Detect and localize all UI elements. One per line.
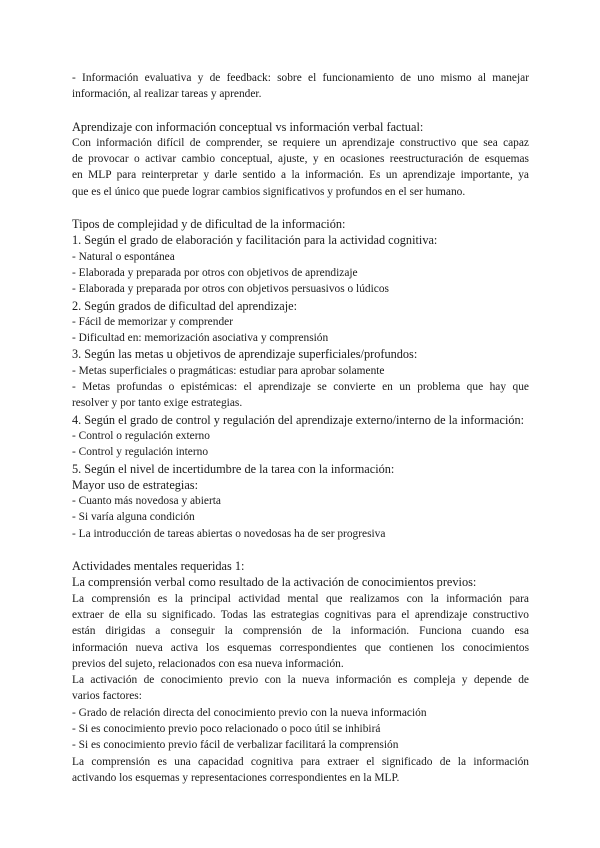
list-item: - Metas profundas o epistémicas: el aprendizaje se convierte en un problema que hay que [72, 381, 529, 394]
text-line: Con información difícil de comprender, se requiere un aprendizaje constructivo que sea capaz [72, 136, 529, 149]
block-mental-activities [72, 558, 529, 786]
list-heading: 2. Según grados de dificultad del aprendizaje: [72, 298, 298, 313]
text-line: extraer de ella su significado. Todas las estrategias cognitivas para el aprendizaje constructivo [72, 608, 529, 621]
text-line: previos del sujeto, relacionados con esa nueva información. [72, 657, 344, 670]
list-item: - Grado de relación directa del conocimiento previo con la nueva información [72, 706, 427, 719]
list-item: - Si varía alguna condición [72, 511, 195, 524]
section-heading: Tipos de complejidad y de dificultad de la información: [72, 217, 346, 232]
paragraph-gap [72, 542, 529, 558]
block-complexity-types [72, 216, 529, 542]
list-item: - Si es conocimiento previo fácil de verbalizar facilitará la comprensión [72, 739, 399, 752]
text-line: de provocar o activar cambio conceptual, ajuste, y en ocasiones reestructuración de esquemas [72, 153, 529, 166]
list-heading: 4. Según el grado de control y regulación del aprendizaje externo/interno de la información: [72, 412, 525, 427]
text-line: La comprensión es la principal actividad mental que realizamos con la información para [72, 592, 529, 605]
list-item: - Control y regulación interno [72, 446, 209, 459]
text-line: información nueva activa los esquemas correspondientes que contienen los conocimientos [72, 641, 529, 654]
list-item: - Elaborada y preparada por otros con objetivos de aprendizaje [72, 266, 358, 279]
list-heading: 3. Según las metas u objetivos de aprendizaje superficiales/profundos: [72, 347, 418, 362]
section-heading: Actividades mentales requeridas 1: [72, 559, 245, 574]
text-line: información, al realizar tareas y aprender. [72, 88, 262, 101]
document-page [72, 70, 529, 786]
list-item: - Fácil de memorizar y comprender [72, 315, 233, 328]
list-item: - La introducción de tareas abiertas o novedosas ha de ser progresiva [72, 527, 386, 540]
list-item-continuation: resolver y por tanto exige estrategias. [72, 397, 243, 410]
block-conceptual-learning [72, 119, 529, 200]
text-line: La comprensión es una capacidad cognitiva para extraer el significado de la información [72, 755, 529, 768]
text-line: activando los esquemas y representaciones correspondientes en la MLP. [72, 771, 400, 784]
list-item: - Si es conocimiento previo poco relacionado o poco útil se inhibirá [72, 722, 381, 735]
list-item: - Natural o espontánea [72, 250, 175, 263]
text-line: que es el único que puede lograr cambios significativos y profundos en el ser humano. [72, 185, 466, 198]
text-line: en MLP para reinterpretar y darle sentido a la información. Es un aprendizaje importante, ya [72, 169, 529, 182]
paragraph-gap [72, 200, 529, 216]
paragraph-gap [72, 103, 529, 119]
list-heading: 5. Según el nivel de incertidumbre de la tarea con la información: [72, 461, 395, 476]
section-subheading: La comprensión verbal como resultado de la activación de conocimientos previos: [72, 575, 477, 590]
section-heading: Aprendizaje con información conceptual vs información verbal factual: [72, 119, 424, 134]
list-subheading: Mayor uso de estrategias: [72, 477, 199, 492]
text-line: varios factores: [72, 690, 142, 703]
text-line: - Información evaluativa y de feedback: sobre el funcionamiento de uno mismo al manejar [72, 72, 529, 84]
list-heading: 1. Según el grado de elaboración y facilitación para la actividad cognitiva: [72, 233, 438, 248]
block-feedback [72, 70, 529, 103]
list-item: - Metas superficiales o pragmáticas: estudiar para aprobar solamente [72, 364, 385, 377]
text-line: La activación de conocimiento previo con la nueva información es compleja y depende de [72, 674, 529, 687]
text-line: están dirigidas a conseguir la comprensión de la información. Funciona cuando esa [72, 625, 529, 638]
list-item: - Dificultad en: memorización asociativa y comprensión [72, 332, 329, 345]
list-item: - Cuanto más novedosa y abierta [72, 495, 221, 508]
list-item: - Elaborada y preparada por otros con objetivos persuasivos o lúdicos [72, 283, 389, 296]
list-item: - Control o regulación externo [72, 429, 210, 442]
